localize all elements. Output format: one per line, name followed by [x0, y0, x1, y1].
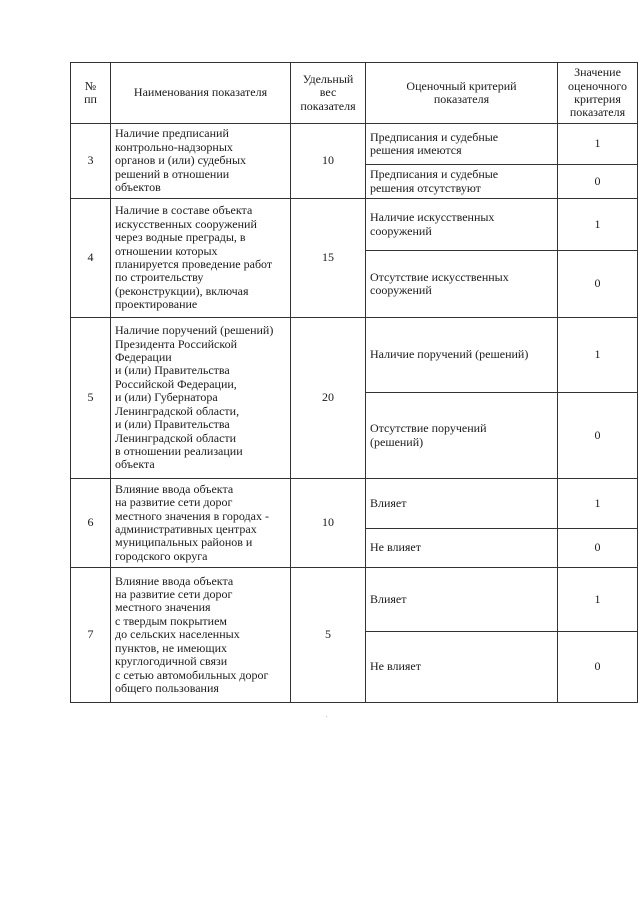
- row-weight: 15: [291, 199, 366, 318]
- criterion-text: Влияет: [366, 479, 558, 529]
- criterion-value: 0: [558, 529, 638, 568]
- criterion-value: 0: [558, 251, 638, 318]
- row-name: Наличие предписаний контрольно-надзорных органов и (или) судебных решений в отношении объектов: [111, 124, 291, 199]
- criterion-value: 0: [558, 393, 638, 479]
- scan-speck: [326, 716, 327, 717]
- criterion-value: 1: [558, 199, 638, 251]
- criterion-value: 0: [558, 632, 638, 703]
- header-criterion: Оценочный критерий показателя: [366, 63, 558, 124]
- header-num: № пп: [71, 63, 111, 124]
- criterion-text: Предписания и судебные решения имеются: [366, 124, 558, 165]
- table-row: [71, 318, 638, 393]
- header-weight: Удельный вес показателя: [291, 63, 366, 124]
- row-weight: 20: [291, 318, 366, 479]
- row-num: 4: [71, 199, 111, 318]
- row-num: 6: [71, 479, 111, 568]
- header-value: Значение оценочного критерия показателя: [558, 63, 638, 124]
- criterion-value: 1: [558, 568, 638, 632]
- criterion-text: Предписания и судебные решения отсутствуют: [366, 165, 558, 199]
- table-row: [71, 124, 638, 165]
- row-num: 5: [71, 318, 111, 479]
- criterion-text: Наличие поручений (решений): [366, 318, 558, 393]
- row-name: Наличие поручений (решений) Президента Российской Федерации и (или) Правительства Российской Федерации, и (или) Губернатора Ленинградской области, и (или) Правительства Ленинградской области в отношении реализации объекта: [111, 318, 291, 479]
- row-weight: 5: [291, 568, 366, 703]
- criterion-value: 0: [558, 165, 638, 199]
- row-weight: 10: [291, 479, 366, 568]
- criterion-value: 1: [558, 124, 638, 165]
- criterion-text: Влияет: [366, 568, 558, 632]
- row-name: Влияние ввода объекта на развитие сети дорог местного значения с твердым покрытием до сельских населенных пунктов, не имеющих круглогодичной связи с сетью автомобильных дорог общего пользования: [111, 568, 291, 703]
- table-row: [71, 199, 638, 251]
- row-name: Наличие в составе объекта искусственных сооружений через водные преграды, в отношении которых планируется проведение работ по строительству (реконструкции), включая проектирование: [111, 199, 291, 318]
- criteria-table: [70, 62, 638, 703]
- table-row: [71, 568, 638, 632]
- row-weight: 10: [291, 124, 366, 199]
- criterion-text: Не влияет: [366, 632, 558, 703]
- header-row: [71, 63, 638, 124]
- criterion-value: 1: [558, 479, 638, 529]
- criterion-text: Отсутствие искусственных сооружений: [366, 251, 558, 318]
- table-row: [71, 479, 638, 529]
- row-name: Влияние ввода объекта на развитие сети дорог местного значения в городах - административных центрах муниципальных районов и городского округа: [111, 479, 291, 568]
- criterion-text: Отсутствие поручений (решений): [366, 393, 558, 479]
- header-name: Наименования показателя: [111, 63, 291, 124]
- row-num: 7: [71, 568, 111, 703]
- row-num: 3: [71, 124, 111, 199]
- criterion-value: 1: [558, 318, 638, 393]
- criterion-text: Не влияет: [366, 529, 558, 568]
- criterion-text: Наличие искусственных сооружений: [366, 199, 558, 251]
